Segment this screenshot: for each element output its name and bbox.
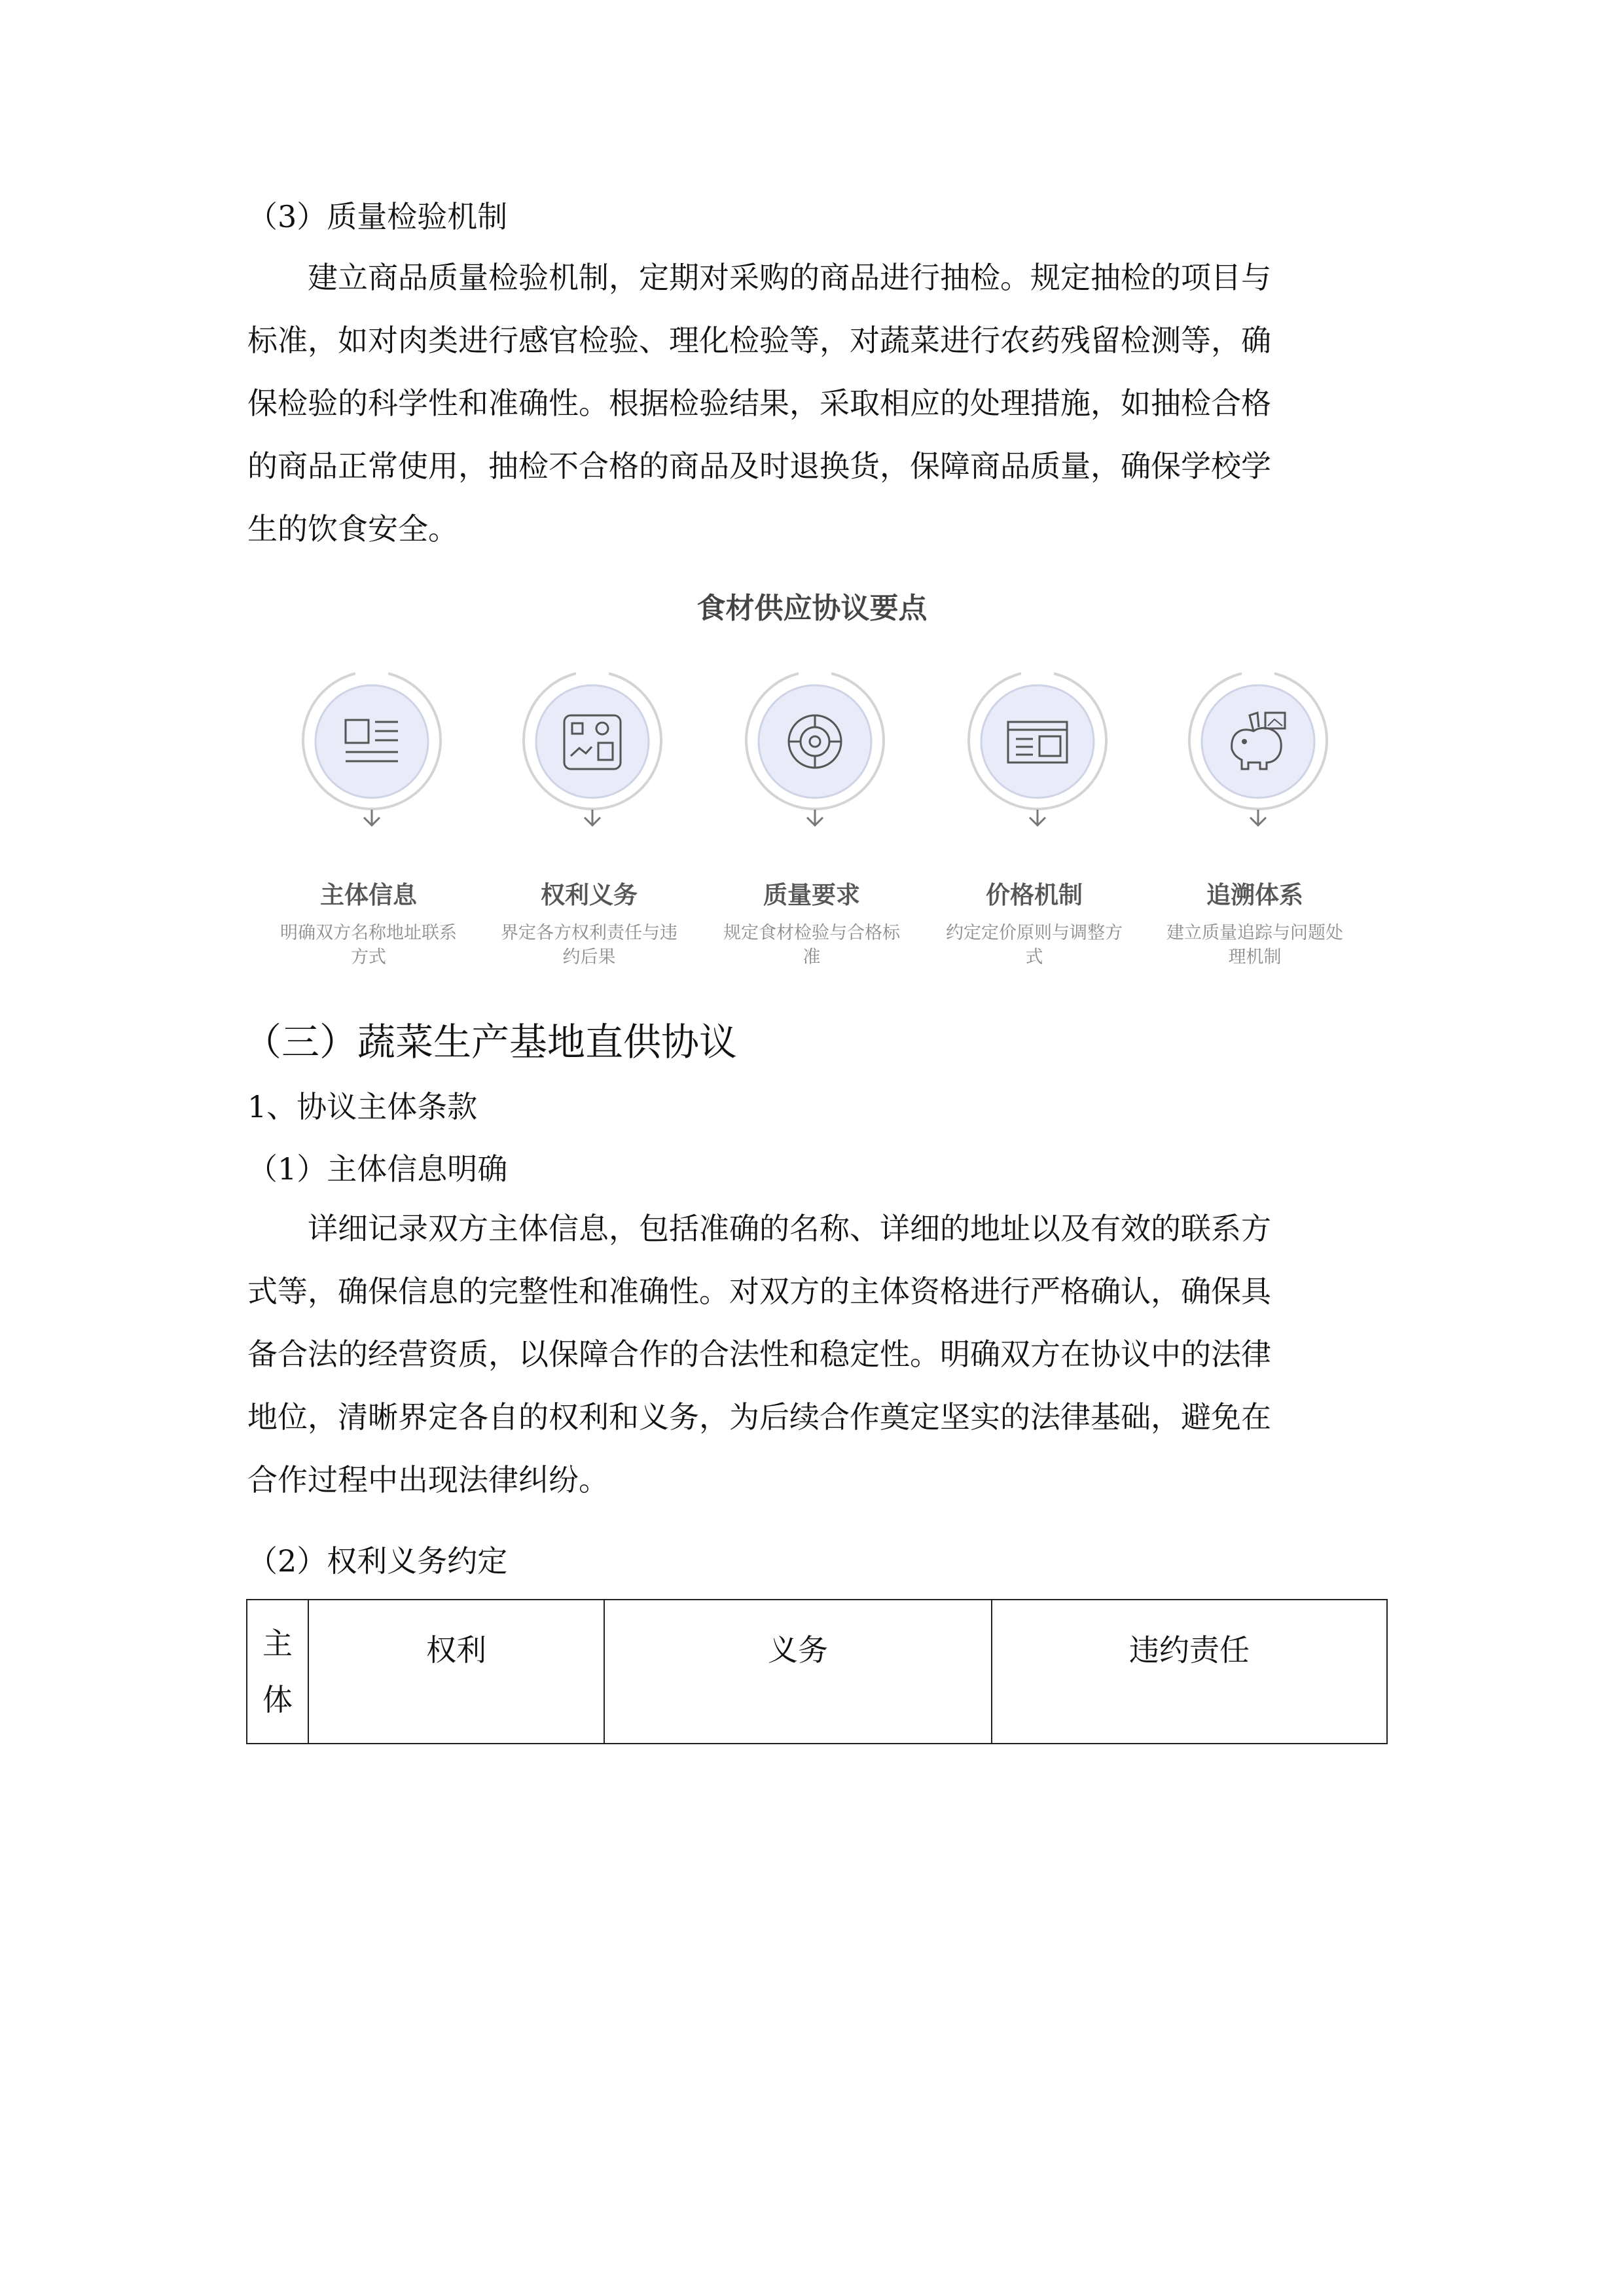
paragraph-line: 生的饮食安全。 xyxy=(247,511,458,547)
paragraph-line: 建立商品质量检验机制，定期对采购的商品进行抽检。规定抽检的项目与 xyxy=(308,260,1271,295)
paragraph-line: 详细记录双方主体信息，包括准确的名称、详细的地址以及有效的联系方 xyxy=(308,1211,1271,1246)
paragraph-line: 合作过程中出现法律纠纷。 xyxy=(247,1462,609,1498)
figure-item-label: 价格机制 xyxy=(986,881,1083,909)
dashboard-icon xyxy=(511,664,668,828)
paragraph-line: 地位，清晰界定各自的权利和义务，为后续合作奠定坚实的法律基础，避免在 xyxy=(247,1399,1271,1435)
paragraph-line: 备合法的经营资质，以保障合作的合法性和稳定性。明确双方在协议中的法律 xyxy=(247,1336,1271,1372)
subheading-subject-info: （1）主体信息明确 xyxy=(247,1151,508,1187)
elephant-icon xyxy=(1176,664,1333,828)
table-header-row xyxy=(247,1600,1387,1744)
paragraph-line: 式等，确保信息的完整性和准确性。对双方的主体资格进行严格确认，确保具 xyxy=(247,1274,1271,1309)
figure-item-price-mechanism xyxy=(926,664,1142,969)
figure-item-quality-requirements xyxy=(704,664,920,969)
heading-quality-inspection: （3）质量检验机制 xyxy=(247,199,508,234)
figure-item-label: 质量要求 xyxy=(763,881,860,909)
paragraph-line: 的商品正常使用，抽检不合格的商品及时退换货，保障商品质量，确保学校学 xyxy=(247,448,1271,484)
price-tag-icon xyxy=(956,664,1113,828)
paragraph-line: 标准，如对肉类进行感官检验、理化检验等，对蔬菜进行农药残留检测等，确 xyxy=(247,323,1271,358)
figure-item-traceability xyxy=(1147,664,1363,969)
figure-title: 食材供应协议要点 xyxy=(696,592,928,625)
rights-obligations-table xyxy=(246,1599,1388,1744)
figure-item-label: 主体信息 xyxy=(320,881,417,909)
header-cell-subject: 主 体 xyxy=(247,1600,308,1744)
paragraph-line: 保检验的科学性和准确性。根据检验结果，采取相应的处理措施，如抽检合格 xyxy=(247,386,1271,421)
section-heading: （三）蔬菜生产基地直供协议 xyxy=(244,1020,738,1064)
document-icon xyxy=(290,664,447,828)
target-icon xyxy=(733,664,890,828)
figure-item-rights-obligations xyxy=(481,664,697,969)
header-cell-obligations: 义务 xyxy=(604,1600,992,1744)
header-cell-rights: 权利 xyxy=(308,1600,604,1744)
figure-item-desc: 建立质量追踪与问题处 理机制 xyxy=(1166,923,1343,967)
figure-item-subject-info xyxy=(261,664,477,969)
subheading-agreement-clauses: 1、协议主体条款 xyxy=(247,1089,478,1124)
subheading-rights-obligations: （2）权利义务约定 xyxy=(247,1543,508,1579)
figure-item-desc: 明确双方名称地址联系 方式 xyxy=(280,923,457,967)
figure-item-desc: 约定定价原则与调整方 式 xyxy=(946,923,1123,967)
figure-item-desc: 界定各方权利责任与违 约后果 xyxy=(501,923,677,967)
figure-item-label: 追溯体系 xyxy=(1206,881,1303,909)
paragraph-quality-inspection xyxy=(247,246,1386,560)
paragraph-subject-info xyxy=(247,1197,1386,1511)
figure-item-label: 权利义务 xyxy=(541,881,638,909)
header-cell-liability: 违约责任 xyxy=(992,1600,1387,1744)
figure-item-desc: 规定食材检验与合格标 准 xyxy=(723,923,900,967)
